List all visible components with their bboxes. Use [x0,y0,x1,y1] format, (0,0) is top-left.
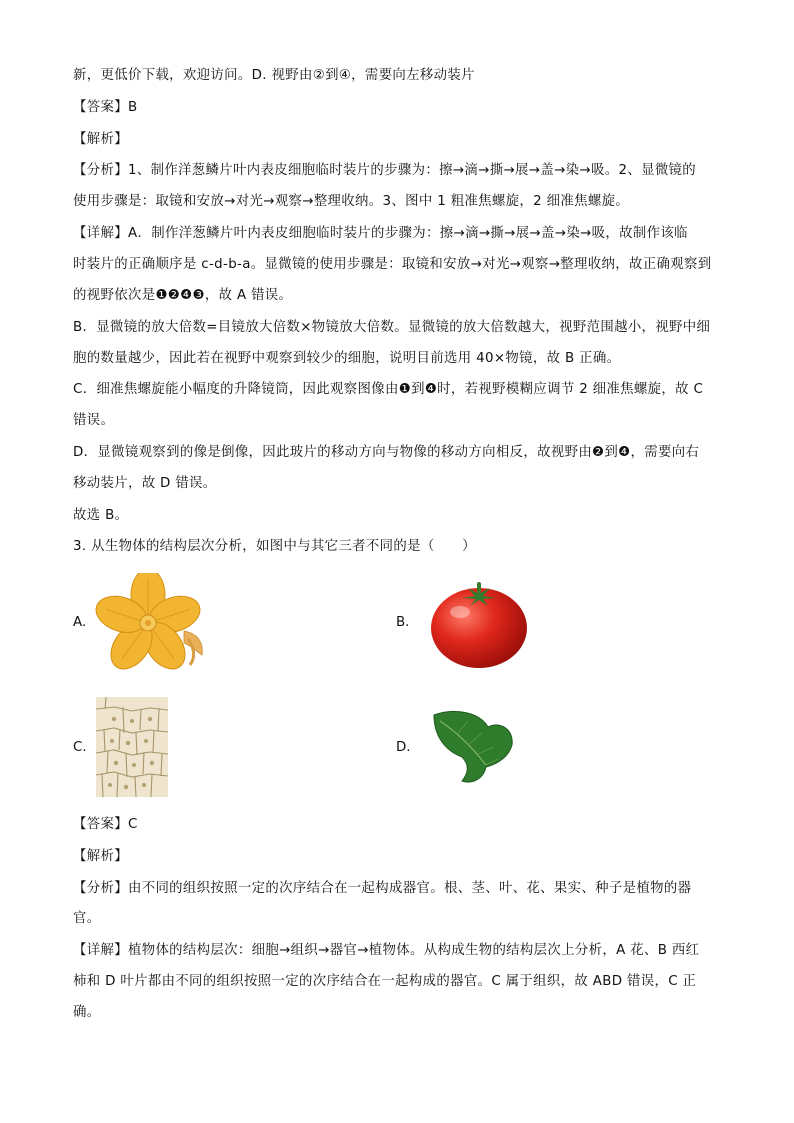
q3-question: 3. 从生物体的结构层次分析，如图中与其它三者不同的是（ ） [73,539,476,554]
q2-xiangjie-line-2: 时装片的正确顺序是 c-d-b-a。显微镜的使用步骤是：取镜和安放→对光→观察→整理收纳，故正确观察到 [73,257,712,272]
q2-fenxi-line-2: 使用步骤是：取镜和安放→对光→观察→整理收纳。3、图中 1 粗准焦螺旋，2 细准焦螺旋。 [73,194,630,209]
q2-xiangjie-line-1: 【详解】A．制作洋葱鳞片叶内表皮细胞临时装片的步骤为：擦→滴→撕→展→盖→染→吸，故制作该临 [73,226,688,241]
q3-xiangjie-line-3: 确。 [73,1005,101,1020]
onion-epidermis-cells-icon [96,697,168,797]
q3-xiangjie-line-2: 柿和 D 叶片都由不同的组织按照一定的次序结合在一起构成的器官。C 属于组织，故 ABD 错误，C 正 [73,974,697,989]
q2-xiangjie-line-3: 的视野依次是❶❷❹❸，故 A 错误。 [73,288,293,303]
q3-fenxi-line-1: 【分析】由不同的组织按照一定的次序结合在一起构成器官。根、茎、叶、花、果实、种子是植物的器 [73,881,692,896]
q3-xiangjie-line-1: 【详解】植物体的结构层次：细胞→组织→器官→植物体。从构成生物的结构层次上分析，A 花、B 西红 [73,943,700,958]
cucumber-flower-icon [92,573,210,673]
q2-option-c-line-1: C．细准焦螺旋能小幅度的升降镜筒，因此观察图像由❶到❹时，若视野模糊应调节 2 细准焦螺旋，故 C [73,382,704,397]
q3-option-a-label: A. [73,615,87,630]
q2-option-d-line-2: 移动装片，故 D 错误。 [73,476,217,491]
q2-option-c-line-2: 错误。 [73,413,115,428]
leaf-icon [428,707,518,787]
q2-option-d-line-1: D．显微镜观察到的像是倒像，因此玻片的移动方向与物像的移动方向相反，故视野由❷到❹，需要向右 [73,445,700,460]
q3-option-b-label: B. [396,615,410,630]
q2-analysis-label: 【解析】 [73,132,128,147]
q3-option-d-label: D. [396,740,411,755]
q3-fenxi-line-2: 官。 [73,911,101,926]
q2-option-b-line-1: B．显微镜的放大倍数=目镜放大倍数×物镜放大倍数。显微镜的放大倍数越大，视野范围越小，视野中细 [73,320,711,335]
tomato-icon [428,578,530,670]
q2-conclusion: 故选 B。 [73,508,129,523]
q2-answer: 【答案】B [73,100,138,115]
q3-analysis-label: 【解析】 [73,849,128,864]
q3-answer: 【答案】C [73,817,138,832]
q2-option-b-line-2: 胞的数量越少，因此若在视野中观察到较少的细胞，说明目前选用 40×物镜，故 B 正确。 [73,351,621,366]
q3-option-c-label: C. [73,740,87,755]
q2-fenxi-line-1: 【分析】1、制作洋葱鳞片叶内表皮细胞临时装片的步骤为：擦→滴→撕→展→盖→染→吸。2、显微镜的 [73,163,697,178]
intro-line: 新，更低价下载，欢迎访问。D. 视野由②到④，需要向左移动装片 [73,68,475,83]
